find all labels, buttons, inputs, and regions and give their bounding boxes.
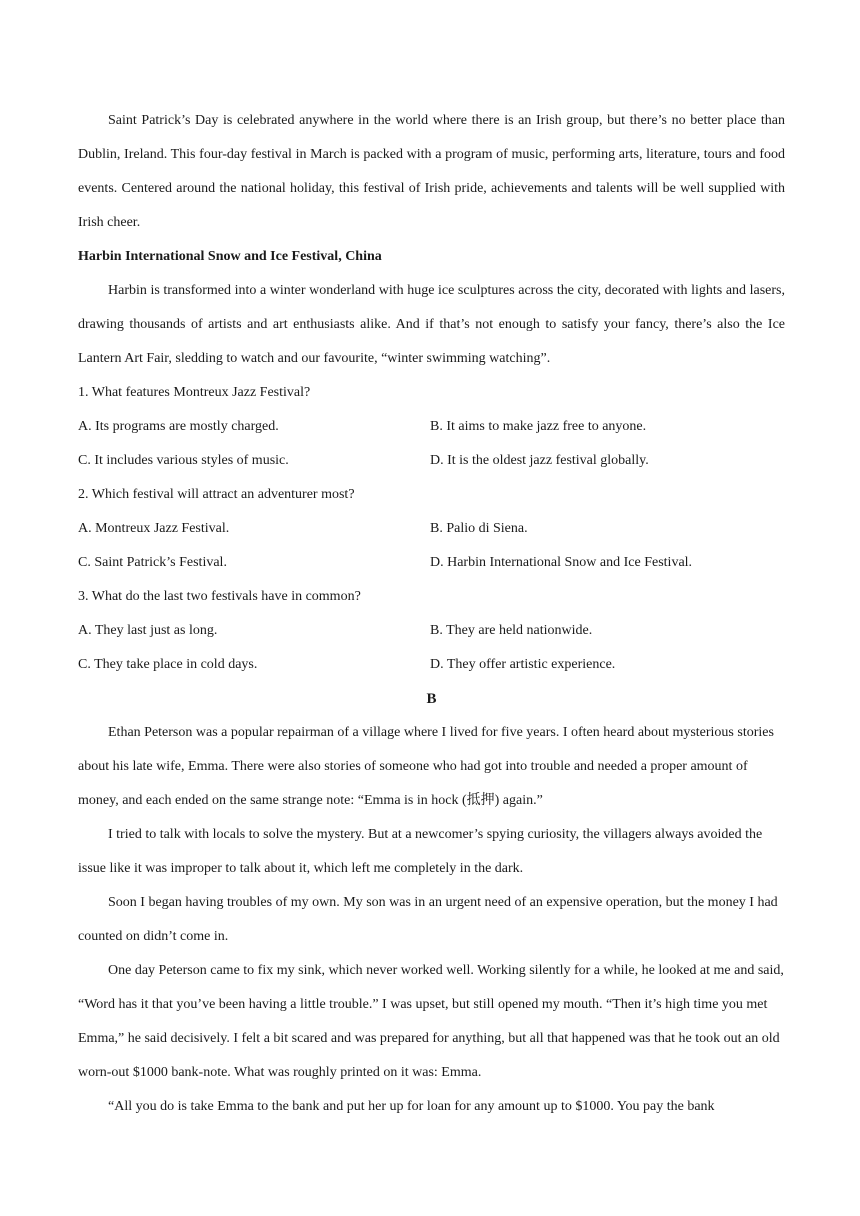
option-d: D. They offer artistic experience. [430,657,616,672]
question-stem: 3. What do the last two festivals have in common? [78,589,361,604]
options-row [78,410,785,444]
options-row [78,614,785,648]
story-paragraph: “All you do is take Emma to the bank and put her up for loan for any amount up to $1000. You pay the bank [108,1099,715,1114]
question-stem: 1. What features Montreux Jazz Festival? [78,385,311,400]
story-paragraph: I tried to talk with locals to solve the mystery. But at a newcomer’s spying curiosity, the villagers always avoided the issue like it was improper to talk about it, which left me completely in the dark. [78,827,763,876]
options-row [78,648,785,682]
option-b: B. It aims to make jazz free to anyone. [430,419,647,434]
option-b: B. Palio di Siena. [430,521,528,536]
option-a: A. Montreux Jazz Festival. [78,521,230,536]
story-paragraph: Soon I began having troubles of my own. My son was in an urgent need of an expensive operation, but the money I had counted on didn’t come in. [78,895,778,944]
option-d: D. Harbin International Snow and Ice Festival. [430,555,693,570]
question-3 [78,580,785,682]
paragraph-saint-patrick: Saint Patrick’s Day is celebrated anywhere in the world where there is an Irish group, but there’s no better place than Dublin, Ireland. This four-day festival in March is packed with a program of music, performing arts, literature, tours and food events. Centered around the national holiday, this festival of Irish pride, achievements and talents will be well supplied with Irish cheer. [78,113,785,230]
question-stem: 2. Which festival will attract an adventurer most? [78,487,355,502]
option-c: C. It includes various styles of music. [78,453,289,468]
option-a: A. Its programs are mostly charged. [78,419,279,434]
option-d: D. It is the oldest jazz festival globally. [430,453,649,468]
options-row [78,546,785,580]
passage-b-body [78,716,785,1124]
option-b: B. They are held nationwide. [430,623,593,638]
option-c: C. Saint Patrick’s Festival. [78,555,227,570]
story-paragraph: Ethan Peterson was a popular repairman of a village where I lived for five years. I often heard about mysterious stories about his late wife, Emma. There were also stories of someone who had got into trouble and needed a proper amount of money, and each ended on the same strange note: “Emma is in hock (抵押) again.” [78,725,774,808]
options-row [78,512,785,546]
story-paragraph: One day Peterson came to fix my sink, which never worked well. Working silently for a while, he looked at me and said, “Word has it that you’ve been having a little trouble.” I was upset, but still opened my mouth. “Then it’s high time you met Emma,” he said decisively. I felt a bit scared and was prepared for anything, but all that happened was that he took out an old worn-out $1000 bank-note. What was roughly printed on it was: Emma. [78,963,784,1080]
paragraph-harbin: Harbin is transformed into a winter wonderland with huge ice sculptures across the city, decorated with lights and lasers, drawing thousands of artists and art enthusiasts alike. And if that’s not enough to satisfy your fancy, there’s also the Ice Lantern Art Fair, sledding to watch and our favourite, “winter swimming watching”. [78,283,785,366]
document-page [78,104,785,1124]
option-c: C. They take place in cold days. [78,657,258,672]
question-2 [78,478,785,580]
option-a: A. They last just as long. [78,623,218,638]
question-1 [78,376,785,478]
options-row [78,444,785,478]
section-heading-b: B [426,691,437,707]
heading-harbin-festival: Harbin International Snow and Ice Festival, China [78,249,382,264]
